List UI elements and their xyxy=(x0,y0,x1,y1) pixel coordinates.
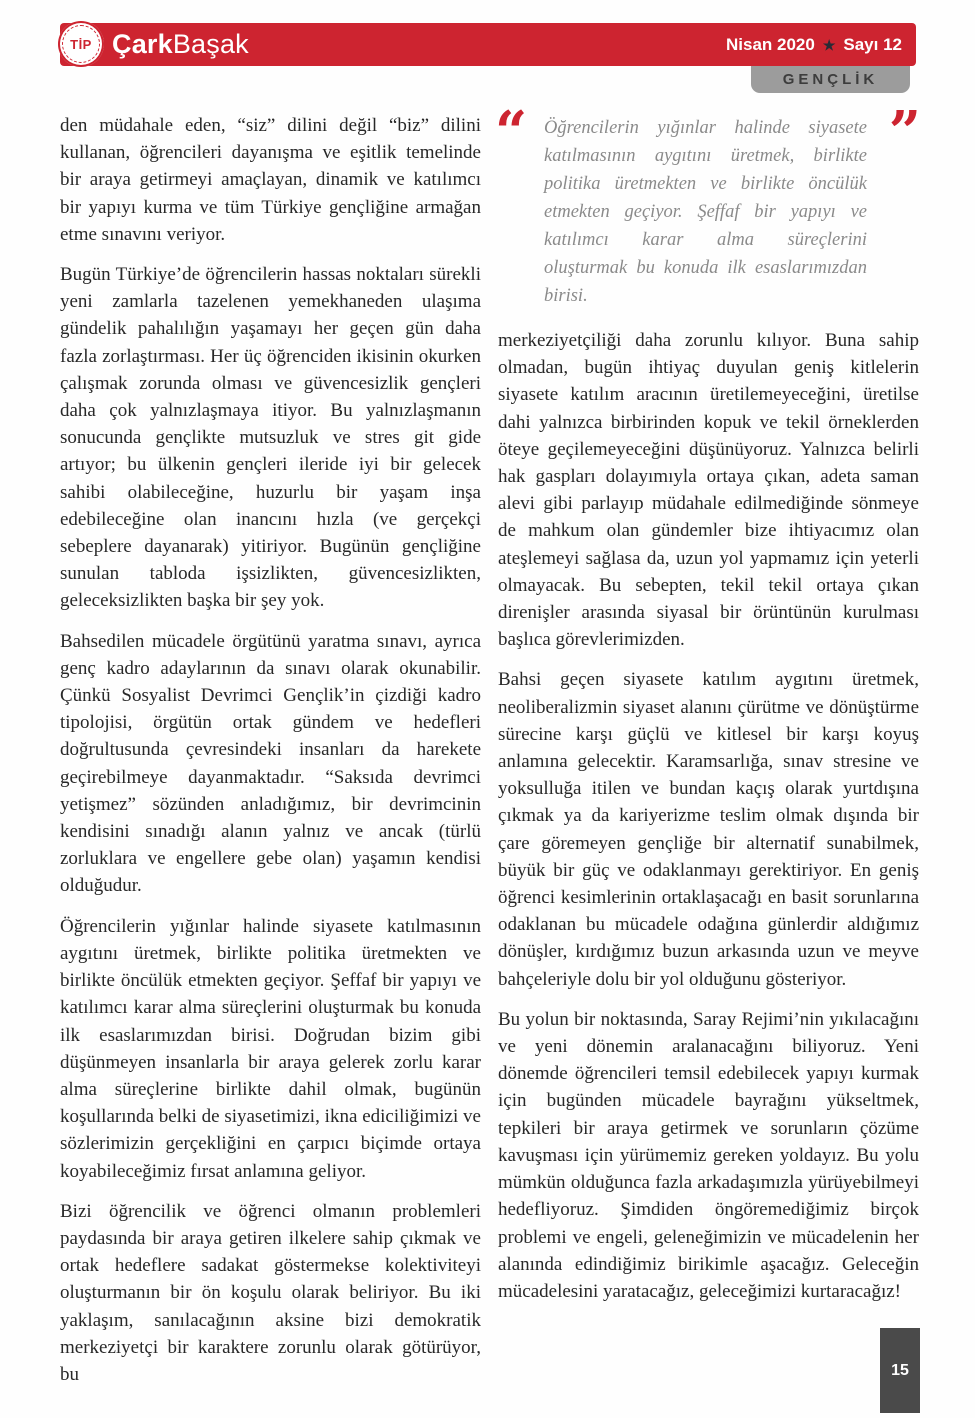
brand-bar xyxy=(60,23,916,66)
magazine-title xyxy=(112,31,249,58)
tip-logo-text: TİP xyxy=(70,36,92,52)
page-number-badge: 15 xyxy=(880,1328,920,1413)
tip-party-logo-icon xyxy=(58,21,104,67)
magazine-title-bold: Çark xyxy=(112,29,173,59)
star-icon: ★ xyxy=(822,36,836,53)
right-column xyxy=(495,99,921,1318)
paragraph: Bizi öğrencilik ve öğrenci olmanın problemleri paydasında bir araya getiren ilkelere sahip çıkmak ve ortak hedeflere sadakat göstermekse kolektiviteyi oluşturmanın bir ön koşulu olarak beliriyor. Bu iki yaklaşım, sanılacağının aksine bizi demokratik merkeziyetçi bir karaktere zorunlu olarak götürüyor, bu xyxy=(60,1200,481,1385)
paragraph: Bu yolun bir noktasında, Saray Rejimi’nin yıkılacağını ve yeni dönemin aralanacağını biliyoruz. Yeni dönemde öğrencileri temsil edebilecek yapıyı kurmak için bugünden mücadele bayrağını yükseltmek, tepkileri bir araya getirmek ve sorunların çözüme kavuşması için yürümemiz gereken yoldayız. Bu yolu mümkün olduğunca fazla arkadaşımızla yürüyebilmeyi hedefliyoruz. Şimdiden öngöremediğimiz birçok problemi ve engeli, geleneğimizin ve mücadelenin her alanında edindiğimiz birikimle aşacağız. Geleceğin mücadelesini yaratacağız, geleceğimizi kurtaracağız! xyxy=(498,1008,919,1302)
paragraph: Bahsi geçen siyasete katılım aygıtını üretmek, neoliberalizmin siyaset alanını çürütme ve dönüştürme sürecine karşı güçlü ve kitlesel bir karşı koyuş anlamına gelecektir. Karamsarlığa, sınav stresine ve yoksulluğa itilen ve bundan kaçış olarak yurtdışına çıkmak ya da kariyerizme teslim olmak dışında bir çare göremeyen gençliğe bir alternatif sunabilmek, büyük bir güç ve odaklanmayı gerektiriyor. En geniş öğrenci kesimlerinin ortaklaşacağı en basit sorunlarına odaklanan bu mücadele odağına günlerdir aldığımız dönüşler, kırdığımız buzun arkasında uzun ve meyve bahçeleriyle dolu bir yol olduğunu gösteriyor. xyxy=(498,669,919,990)
magazine-title-light: Başak xyxy=(172,29,249,59)
issue-info xyxy=(726,35,916,55)
paragraph: Öğrencilerin yığınlar halinde siyasete katılmasının aygıtını üretmek, birlikte politika üretmekten ve birlikte öncülük etmekten geçiyor. Şeffaf bir yapıyı ve katılımcı karar alma süreçlerini oluşturmak bu konuda ilk esaslarımızdan birisi. Doğrudan bizim gibi düşünmeyen insanlarla bir araya gelerek zorlu karar alma süreçlerine birlikte dahil olmak, bugünün koşullarında belki de siyasetimizi, ikna ediciliğimizi ve sözlerimizin gerçekliğini en çarpıcı biçimde ortaya koyabileceğimiz fırsat anlamına geliyor. xyxy=(60,915,481,1182)
issue-date: Nisan 2020 xyxy=(725,34,815,54)
pull-quote-text: Öğrencilerin yığınlar halinde siyasete katılmasının aygıtını üretmek, birlikte politika üretmekten ve birlikte öncülük etmekten geçiyor. Şeffaf bir yapıyı ve katılımcı karar alma süreçlerini oluşturmak bu konuda ilk esaslarımızdan birisi. xyxy=(544,118,867,306)
paragraph: Bahsedilen mücadele örgütünü yaratma sınavı, ayrıca genç kadro adaylarının da sınavı olarak okunabilir. Çünkü Sosyalist Devrimci Gençlik’in çizdiği kadro tipolojisi, örgütün ortak gündem ve hedefleri doğrultusunda çevresindeki insanları da harekete geçirebilmeye dayanmaktadır. “Saksıda devrimci yetişmez” sözünden anladığımız, bir devrimcinin kendisini sınadığı alanın yalnız ve ancak (türlü zorluklara ve engellere gebe olan) yaşamın kendisi olduğudur. xyxy=(60,630,481,897)
paragraph: Bugün Türkiye’de öğrencilerin hassas noktaları sürekli yeni zamlarla tazelenen yemekhaneden ulaşıma gündelik pahalılığın yaşamayı her geçen gün daha fazla zorlaştırması. Her üç öğrenciden ikisinin okurken çalışmak zorunda olması ve güvencesizlik gençleri daha çok yalnızlaşmaya itiyor. Bu yalnızlaşmanın sonucunda gençlikte mutsuzluk ve stres git gide artıyor; bu ülkenin gençleri ileride iyi bir gelecek sahibi olabileceğine, huzurlu bir yaşam inşa edebileceğine olan inancını hızla (ve gerçekçi sebeplere dayanarak) yitiriyor. Bugünün gençliğine sunulan tabloda işsizlikten, güvencesizlikten, geleceksizlikten başka bir şey yok. xyxy=(60,264,481,612)
left-column xyxy=(60,112,481,1401)
open-quote-icon: “ xyxy=(495,99,528,165)
pull-quote xyxy=(495,99,921,310)
paragraph: merkeziyetçiliği daha zorunlu kılıyor. Buna sahip olmadan, bugün ihtiyaç duyulan geniş kitlelerin siyasete katılım aracının üretilemeyeceğini, üretilse dahi yalnızca birbirinden kopuk ve tekil örneklerden öteye geçilemeyeceğini düşünüyoruz. Yalnızca belirli hak gaspları dolayımıyla ortaya çıkan, adeta saman alevi gibi parlayıp müdahale edilmediğinde sönmeye de mahkum olan gündemler bize ihtiyacımız olan ateşlemeyi sağlasa da, uzun yol yapmamız için yeterli olmayacak. Bu sebepten, tekil tekil ortaya çıkan direnişler arasında siyasal bir örüntünün kurulması başlıca görevlerimizden. xyxy=(498,330,919,651)
issue-number: Sayı 12 xyxy=(843,34,902,54)
section-badge: GENÇLİK xyxy=(751,66,910,93)
close-quote-icon: ” xyxy=(888,99,921,165)
paragraph: den müdahale eden, “siz” dilini değil “biz” dilini kullanan, öğrencileri dayanışma ve eşitlik temelinde bir araya getirmeyi amaçlayan, dinamik ve katılımcı bir yapıyı kurma ve tüm Türkiye gençliğine armağan etme sınavını veriyor. xyxy=(60,115,481,245)
